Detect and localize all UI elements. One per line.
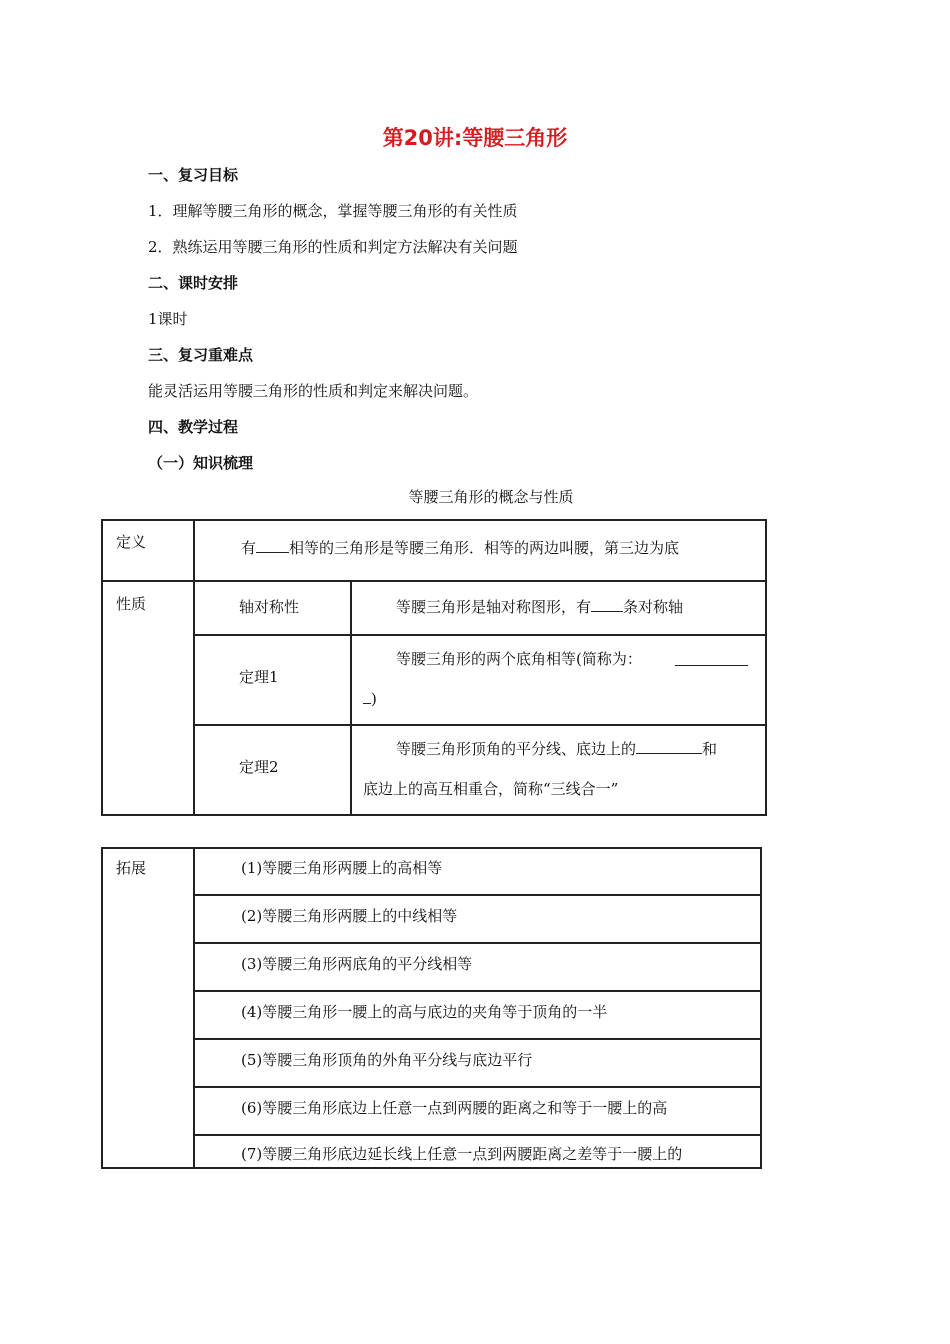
theorem2-line2: 底边上的高互相重合，简称“三线合一” bbox=[363, 780, 619, 799]
definition-cell bbox=[194, 520, 766, 581]
extension-item bbox=[194, 895, 761, 943]
section-heading-process: 四、教学过程 bbox=[148, 418, 239, 436]
definition-label: 定义 bbox=[116, 533, 147, 551]
subsection-heading-knowledge: （一）知识梳理 bbox=[148, 454, 254, 472]
property-label: 性质 bbox=[116, 595, 147, 613]
section-heading-goals: 一、复习目标 bbox=[148, 166, 239, 184]
extension-label: 拓展 bbox=[116, 859, 147, 877]
schedule-text: 1课时 bbox=[148, 310, 188, 328]
theorem1-label-cell bbox=[194, 635, 351, 725]
extension-item bbox=[194, 1087, 761, 1135]
extension-item-text: (5)等腰三角形顶角的外角平分线与底边平行 bbox=[241, 1051, 533, 1069]
answer-blank bbox=[675, 648, 748, 666]
theorem1-cell bbox=[351, 635, 766, 725]
extension-item-text: (3)等腰三角形两底角的平分线相等 bbox=[241, 955, 473, 973]
extension-item bbox=[194, 991, 761, 1039]
theorem2-label-cell bbox=[194, 725, 351, 815]
table-caption: 等腰三角形的概念与性质 bbox=[408, 488, 574, 506]
axis-label: 轴对称性 bbox=[239, 598, 300, 616]
section-heading-schedule: 二、课时安排 bbox=[148, 274, 239, 292]
goal-item-1: 1．理解等腰三角形的概念，掌握等腰三角形的有关性质 bbox=[148, 202, 518, 220]
theorem1-label: 定理1 bbox=[239, 668, 279, 687]
answer-blank bbox=[256, 552, 289, 553]
extension-item-text: (7)等腰三角形底边延长线上任意一点到两腰距离之差等于一腰上的 bbox=[241, 1145, 683, 1163]
theorem2-label: 定理2 bbox=[239, 758, 279, 777]
extension-item-text: (6)等腰三角形底边上任意一点到两腰的距离之和等于一腰上的高 bbox=[241, 1099, 668, 1117]
extension-item-text: (1)等腰三角形两腰上的高相等 bbox=[241, 859, 443, 877]
answer-blank bbox=[636, 753, 702, 754]
extension-item-text: (4)等腰三角形一腰上的高与底边的夹角等于顶角的一半 bbox=[241, 1003, 608, 1021]
axis-label-cell bbox=[194, 581, 351, 635]
goal-item-2: 2．熟练运用等腰三角形的性质和判定方法解决有关问题 bbox=[148, 238, 518, 256]
theorem1-end: ) bbox=[363, 686, 377, 708]
answer-blank bbox=[363, 686, 371, 704]
keypoints-text: 能灵活运用等腰三角形的性质和判定来解决问题。 bbox=[148, 382, 479, 400]
extension-table bbox=[101, 847, 762, 1169]
extension-item bbox=[194, 1135, 761, 1168]
theorem2-cell bbox=[351, 725, 766, 815]
page-title: 第20讲:等腰三角形 bbox=[382, 126, 568, 150]
definition-label-cell bbox=[102, 520, 194, 581]
extension-item bbox=[194, 943, 761, 991]
axis-cell bbox=[351, 581, 766, 635]
theorem2-text: 等腰三角形顶角的平分线、底边上的 和 bbox=[396, 740, 718, 759]
section-heading-keypoints: 三、复习重难点 bbox=[148, 346, 254, 364]
theorem1-text: 等腰三角形的两个底角相等(简称为： bbox=[396, 650, 642, 669]
concept-table bbox=[101, 519, 767, 816]
extension-item bbox=[194, 848, 761, 895]
answer-blank bbox=[591, 611, 623, 612]
extension-label-cell bbox=[102, 848, 194, 1168]
extension-item bbox=[194, 1039, 761, 1087]
property-label-cell bbox=[102, 581, 194, 815]
axis-text: 等腰三角形是轴对称图形，有 条对称轴 bbox=[396, 598, 684, 616]
extension-item-text: (2)等腰三角形两腰上的中线相等 bbox=[241, 907, 458, 925]
definition-text: 有 相等的三角形是等腰三角形．相等的两边叫腰，第三边为底 bbox=[241, 539, 680, 557]
